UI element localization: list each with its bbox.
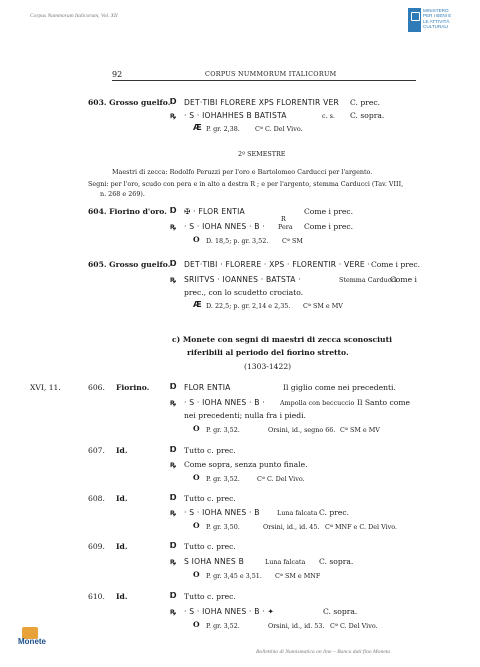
- monete-logo: [18, 625, 54, 649]
- entry-606-reverse-mark: Ampolla con beccuccio: [280, 399, 355, 407]
- entry-604-collection: Cª SM: [282, 237, 303, 245]
- entry-607-metal: O: [193, 473, 200, 482]
- entry-607-reverse-note: Come sopra, senza punto finale.: [184, 460, 308, 469]
- entry-603-reverse-mark: c. s.: [322, 112, 335, 120]
- logo-line-1: MINISTERO: [423, 8, 449, 13]
- entry-605-obverse-symbol: Ɒ: [170, 259, 177, 268]
- entry-605-obverse-note: Come i prec.: [371, 260, 420, 269]
- entry-606-data: P. gr. 3,52.: [206, 426, 240, 434]
- entry-605-label: 605. Grosso guelfo.: [88, 260, 171, 269]
- entry-604-data: D. 18,5; p. gr. 3,52.: [206, 237, 269, 245]
- entry-610-reference: Orsini, id., id. 53.: [268, 622, 325, 630]
- header-rule: [112, 80, 416, 81]
- entry-610-obverse-symbol: Ɒ: [170, 591, 177, 600]
- entry-609-collection: Cª SM e MNF: [275, 572, 321, 580]
- entry-607-collection: Cª C. Del Vivo.: [257, 475, 305, 483]
- section-c-heading: c) Monete con segni di maestri di zecca sconosciuti: [172, 335, 392, 344]
- entry-608-reverse-legend: · S · IOHA NNES · B: [184, 508, 260, 517]
- entry-605-reverse-note: Come i: [390, 275, 417, 284]
- entry-608-type: Id.: [116, 494, 128, 503]
- entry-603-metal: Æ: [193, 123, 202, 132]
- entry-604-reverse-symbol: ꝶ: [170, 222, 177, 231]
- entry-609-obverse-note: Tutto c. prec.: [184, 542, 236, 551]
- publication-title: Corpus Nummorum Italicorum, Vol. XII: [30, 13, 118, 19]
- entry-606-obverse-legend: FLOR ENTIA: [184, 383, 231, 392]
- entry-608-collection: Cª MNF e C. Del Vivo.: [325, 523, 398, 531]
- entry-604-obverse-symbol: Ɒ: [170, 206, 177, 215]
- logo-line-2: PER I BENI E: [423, 13, 452, 19]
- section-c-years: (1303-1422): [244, 362, 292, 371]
- entry-610-label: 610.: [88, 592, 105, 601]
- entry-608-obverse-note: Tutto c. prec.: [184, 494, 236, 503]
- entry-603-reverse-note: C. sopra.: [350, 111, 385, 120]
- entry-609-metal: O: [193, 570, 200, 579]
- entry-610-collection: Cª C. Del Vivo.: [330, 622, 378, 630]
- entry-609-data: P. gr. 3,45 e 3,51.: [206, 572, 262, 580]
- entry-609-reverse-legend: S IOHA NNES B: [184, 557, 244, 566]
- entry-609-reverse-mark: Luna falcata: [265, 558, 306, 566]
- mint-masters-line-3: n. 268 e 269).: [100, 190, 145, 198]
- logo-line-3: LE ATTIVITÀ: [423, 18, 450, 24]
- entry-607-reverse-symbol: ꝶ: [170, 460, 177, 469]
- page-number: 92: [112, 70, 123, 79]
- entry-607-label: 607.: [88, 446, 105, 455]
- entry-606-reverse-legend: · S · IOHA NNES · B ·: [184, 398, 265, 407]
- entry-605-reverse-symbol: ꝶ: [170, 275, 177, 284]
- entry-606-collection: Cª SM e MV: [340, 426, 380, 434]
- entry-604-reverse-legend: · S · IOHA NNES · B ·: [184, 222, 265, 231]
- entry-608-reverse-symbol: ꝶ: [170, 508, 177, 517]
- entry-606-obverse-note: Il giglio come nei precedenti.: [283, 383, 396, 392]
- entry-604-metal: O: [193, 235, 200, 244]
- running-head: CORPUS NUMMORUM ITALICORUM: [205, 70, 337, 78]
- entry-610-type: Id.: [116, 592, 128, 601]
- entry-604-obverse-note: Come i prec.: [304, 207, 353, 216]
- entry-609-reverse-symbol: ꝶ: [170, 557, 177, 566]
- entry-608-obverse-symbol: Ɒ: [170, 493, 177, 502]
- entry-603-reverse-legend: · S · IOHAHHES B BATISTA: [184, 111, 287, 120]
- ministry-logo-text: [423, 8, 451, 29]
- entry-606-reverse-symbol: ꝶ: [170, 398, 177, 407]
- mint-masters-line-2: Segni: per l'oro, scudo con pera e in alto a destra R ; e per l'argento, stemma Carducci (Tav. VIII,: [88, 180, 404, 188]
- entry-606-type: Fiorino.: [116, 383, 150, 392]
- entry-603-obverse-symbol: Ɒ: [170, 97, 177, 106]
- entry-610-data: P. gr. 3,52.: [206, 622, 240, 630]
- entry-606-metal: O: [193, 424, 200, 433]
- entry-604-obverse-legend: ✠ · FLOR ENTIA: [184, 207, 245, 216]
- entry-605-reverse-continuation: prec., con lo scudetto crociato.: [184, 288, 304, 297]
- entry-607-data: P. gr. 3,52.: [206, 475, 240, 483]
- entry-610-reverse-symbol: ꝶ: [170, 607, 177, 616]
- ministry-emblem-icon: [408, 8, 421, 32]
- entry-607-obverse-symbol: Ɒ: [170, 445, 177, 454]
- entry-604-reverse-mark: Pera: [278, 223, 293, 231]
- logo-line-4: CULTURALI: [423, 23, 449, 29]
- entry-603-reverse-symbol: ꝶ: [170, 111, 177, 120]
- semester-heading: 2º SEMESTRE: [238, 150, 286, 158]
- entry-609-reverse-note: C. sopra.: [319, 557, 354, 566]
- entry-610-obverse-note: Tutto c. prec.: [184, 592, 236, 601]
- entry-609-label: 609.: [88, 542, 105, 551]
- entry-605-reverse-legend: SRIITVS · IOANNES · BATSTA ·: [184, 275, 301, 284]
- entry-605-data: D. 22,5; p. gr. 2,14 e 2,35.: [206, 302, 291, 310]
- entry-605-obverse-legend: DET·TIBI · FLORERE · XPS · FLORENTIR · VERE ·: [184, 260, 371, 269]
- entry-603-obverse-note: C. prec.: [350, 98, 381, 107]
- entry-608-label: 608.: [88, 494, 105, 503]
- entry-608-reverse-mark: Luna falcata: [277, 509, 318, 517]
- entry-609-obverse-symbol: Ɒ: [170, 541, 177, 550]
- section-c-heading-line-2: riferibili al periodo del fiorino stretto.: [187, 348, 349, 357]
- entry-603-label: 603. Grosso guelfo.: [88, 98, 171, 107]
- ministry-logo: [408, 8, 456, 36]
- entry-609-type: Id.: [116, 542, 128, 551]
- entry-603-collection: Cª C. Del Vivo.: [255, 125, 303, 133]
- entry-608-metal: O: [193, 521, 200, 530]
- entry-610-reverse-note: C. sopra.: [323, 607, 358, 616]
- footer-credit: Bollettino di Numismatica on line – Banca dati fino Moneta: [256, 649, 391, 655]
- entry-605-metal: Æ: [193, 300, 202, 309]
- entry-608-reference: Orsini, id., id. 45.: [263, 523, 320, 531]
- entry-608-reverse-note: C. prec.: [319, 508, 350, 517]
- entry-606-reverse-continuation: nei precedenti; nulla fra i piedi.: [184, 411, 306, 420]
- entry-604-reverse-note: Come i prec.: [304, 222, 353, 231]
- entry-610-reverse-legend: · S · IOHA NNES · B · ✦: [184, 607, 275, 616]
- entry-606-obverse-symbol: Ɒ: [170, 382, 177, 391]
- entry-608-data: P. gr. 3,50.: [206, 523, 240, 531]
- entry-607-type: Id.: [116, 446, 128, 455]
- monete-logo-text: Monete: [18, 637, 46, 646]
- entry-606-plate: XVI, 11.: [30, 383, 61, 392]
- entry-607-obverse-note: Tutto c. prec.: [184, 446, 236, 455]
- entry-604-label: 604. Fiorino d'oro.: [88, 207, 167, 216]
- entry-603-obverse-legend: DET·TIBI FLORERE XPS FLORENTIR VER: [184, 98, 340, 107]
- entry-604-reverse-mark-letter: R: [281, 215, 286, 223]
- entry-605-collection: Cª SM e MV: [303, 302, 343, 310]
- entry-603-data: P. gr. 2,38.: [206, 125, 240, 133]
- entry-605-reverse-mark: Stemma Carducci: [339, 276, 397, 284]
- entry-606-reference: Orsini, id., segno 66.: [268, 426, 336, 434]
- entry-610-metal: O: [193, 620, 200, 629]
- mint-masters-line-1: Maestri di zecca: Rodolfo Peruzzi per l'oro e Bartolomeo Carducci per l'argento.: [112, 168, 373, 176]
- entry-606-label: 606.: [88, 383, 105, 392]
- entry-606-reverse-note: Il Santo come: [357, 398, 411, 407]
